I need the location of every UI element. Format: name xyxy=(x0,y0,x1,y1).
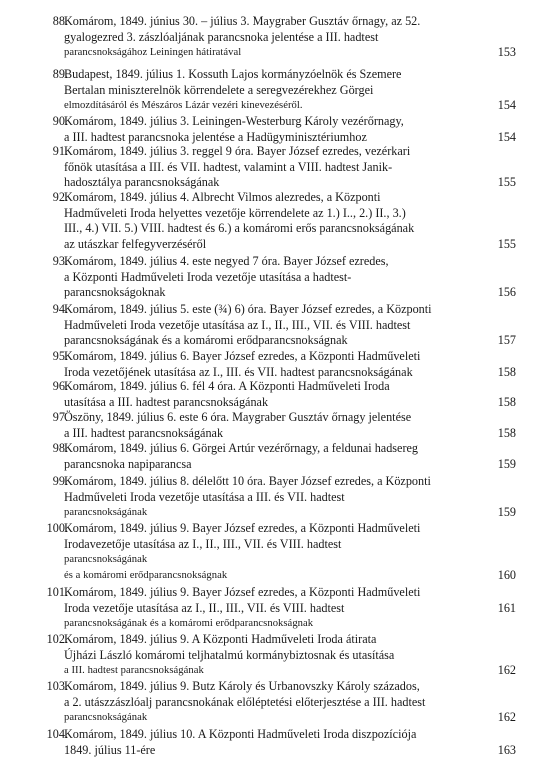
entry-number: 101. xyxy=(46,585,68,599)
entry-title-line: Komárom, 1849. július 9. A Központi Hadműveleti Iroda átirata xyxy=(64,632,377,646)
entry-title-line: Öszöny, 1849. július 6. este 6 óra. Maygraber Gusztáv őrnagy jelentése xyxy=(64,410,412,424)
entry-title-line: gyalogezred 3. zászlóaljának parancsnoka jelentése a III. hadtest xyxy=(64,29,379,44)
entry-number: 88. xyxy=(52,14,68,28)
entry-number: 90. xyxy=(52,114,68,128)
entry-page-number: 158 xyxy=(497,364,516,379)
entry-title-line: Bertalan miniszterelnök körrendelete a seregvezérekhez Görgei xyxy=(64,82,374,97)
entry-title xyxy=(64,144,494,191)
entry-title-line: a III. hadtest parancsnoka jelentése a Hadügyminisztériumhoz xyxy=(64,129,367,144)
entry-title-line: Komárom, 1849. július 6. fél 4 óra. A Központi Hadműveleti Iroda xyxy=(64,379,390,393)
entry-title xyxy=(64,190,494,252)
entry-page-number: 154 xyxy=(497,129,516,144)
entry-number: 93. xyxy=(52,254,68,268)
entry-page-number: 157 xyxy=(497,333,516,348)
entry-title-line: parancsnokságának és a komáromi erődparancsnokságnak xyxy=(64,333,348,348)
entry-title-line: Komárom, 1849. július 8. délelőtt 10 óra. Bayer József ezredes, a Központi xyxy=(64,474,431,488)
entry-title-line: III., 4.) VII. 5.) VIII. hadtest és 6.) a komáromi erős parancsnokságának xyxy=(64,221,415,236)
entry-title xyxy=(64,302,494,349)
entry-number: 95. xyxy=(52,349,68,363)
entry-number: 104. xyxy=(46,727,68,741)
entry-title-line: a 2. utászzászlóalj parancsnokának előléptetési előterjesztése a III. hadtest xyxy=(64,694,426,709)
entry-title-line: Komárom, 1849. július 3. Leiningen-Westerburg Károly vezérőrnagy, xyxy=(64,114,404,128)
entry-title-line: a III. hadtest parancsnokságának xyxy=(64,665,204,677)
entry-title-line: Komárom, 1849. július 9. Butz Károly és Urbanovszky Károly százados, xyxy=(64,679,420,693)
entry-page-number: 153 xyxy=(497,45,516,60)
entry-number: 92. xyxy=(52,190,68,204)
entry-title xyxy=(64,67,494,114)
entry-title xyxy=(64,632,494,679)
entry-title-line: a III. hadtest parancsnokságának xyxy=(64,425,224,440)
entry-title-line: parancsnokságának xyxy=(64,712,148,724)
entry-page-number: 155 xyxy=(497,175,516,190)
entry-title xyxy=(64,349,494,380)
entry-title-line: parancsnokságának xyxy=(64,554,148,566)
entry-page-number: 160 xyxy=(497,567,516,582)
entry-title-line: Komárom, 1849. július 5. este (¾) 6) óra. Bayer József ezredes, a Központi xyxy=(64,302,432,316)
entry-number: 98. xyxy=(52,441,68,455)
entry-title xyxy=(64,521,494,583)
entry-page-number: 161 xyxy=(497,600,516,615)
entry-number: 89. xyxy=(52,67,68,81)
entry-title-line: Irodavezetője utasítása az I., II., III., VII. és VIII. hadtest xyxy=(64,536,342,551)
entry-title-line: Komárom, 1849. július 6. Bayer József ezredes, a Központi Hadműveleti xyxy=(64,349,421,363)
entry-title xyxy=(64,727,494,758)
entry-title xyxy=(64,410,494,441)
entry-title-line: Komárom, 1849. június 30. – július 3. Maygraber Gusztáv őrnagy, az 52. xyxy=(64,14,421,28)
entry-title-line: Komárom, 1849. július 4. este negyed 7 óra. Bayer József ezredes, xyxy=(64,254,389,268)
entry-title-line: Komárom, 1849. július 10. A Központi Hadműveleti Iroda diszpozíciója xyxy=(64,727,417,741)
entry-title-line: parancsnokságoknak xyxy=(64,285,166,300)
entry-title xyxy=(64,254,494,301)
entry-title-line: Komárom, 1849. július 9. Bayer József ezredes, a Központi Hadműveleti xyxy=(64,521,421,535)
entry-title-line: 1849. július 11-ére xyxy=(64,742,156,757)
entry-title xyxy=(64,379,494,410)
entry-title-line: Komárom, 1849. július 6. Görgei Artúr vezérőrnagy, a feldunai hadsereg xyxy=(64,441,419,455)
entry-number: 94. xyxy=(52,302,68,316)
entry-title-line: elmozdításáról és Mészáros Lázár vezéri kinevezéséről. xyxy=(64,100,303,112)
entry-title-line: Iroda vezetője utasítása az I., II., III., VII. és VIII. hadtest xyxy=(64,600,345,615)
entry-number: 97. xyxy=(52,410,68,424)
entry-title-line: a Központi Hadműveleti Iroda vezetője utasítása a hadtest- xyxy=(64,269,352,284)
entry-number: 100. xyxy=(46,521,68,535)
entry-number: 103. xyxy=(46,679,68,693)
entry-title xyxy=(64,114,494,145)
entry-title-line: Újházi László komáromi teljhatalmú kormánybiztosnak és utasítása xyxy=(64,647,395,662)
entry-title-line: és a komáromi erődparancsnokságnak xyxy=(64,569,228,581)
entry-page-number: 162 xyxy=(497,710,516,725)
entry-number: 91. xyxy=(52,144,68,158)
entry-title-line: utasítása a III. hadtest parancsnokságának xyxy=(64,394,269,409)
entry-page-number: 159 xyxy=(497,505,516,520)
entry-title xyxy=(64,474,494,521)
entry-title-line: Budapest, 1849. július 1. Kossuth Lajos kormányzóelnök és Szemere xyxy=(64,67,402,81)
entry-title-line: parancsnokságának xyxy=(64,507,148,519)
entry-title xyxy=(64,441,494,472)
entry-title-line: parancsnokságának és a komáromi erődparancsnokságnak xyxy=(64,618,314,630)
entry-title xyxy=(64,14,494,61)
entry-title-line: Komárom, 1849. július 3. reggel 9 óra. Bayer József ezredes, vezérkari xyxy=(64,144,411,158)
entry-page-number: 163 xyxy=(497,742,516,757)
entry-title-line: parancsnokságához Leiningen hátiratával xyxy=(64,47,242,59)
entry-page-number: 158 xyxy=(497,394,516,409)
entry-title-line: Hadműveleti Iroda helyettes vezetője körrendelete az 1.) I.., 2.) II., 3.) xyxy=(64,205,406,220)
entry-title-line: parancsnoka napiparancsa xyxy=(64,456,192,471)
entry-page-number: 158 xyxy=(497,425,516,440)
entry-title-line: Iroda vezetőjének utasítása az I., III. és VII. hadtest parancsnokságának xyxy=(64,364,413,379)
entry-number: 99. xyxy=(52,474,68,488)
entry-title xyxy=(64,585,494,632)
entry-number: 102. xyxy=(46,632,68,646)
entry-title xyxy=(64,679,494,726)
entry-page-number: 155 xyxy=(497,236,516,251)
entry-page-number: 154 xyxy=(497,98,516,113)
entry-number: 96. xyxy=(52,379,68,393)
entry-page-number: 159 xyxy=(497,456,516,471)
entry-title-line: Komárom, 1849. július 9. Bayer József ezredes, a Központi Hadműveleti xyxy=(64,585,421,599)
entry-title-line: Hadműveleti Iroda vezetője utasítása a III. és VII. hadtest xyxy=(64,489,345,504)
entry-page-number: 162 xyxy=(497,663,516,678)
entry-title-line: hadosztálya parancsnokságának xyxy=(64,175,220,190)
entry-page-number: 156 xyxy=(497,285,516,300)
entry-title-line: Hadműveleti Iroda vezetője utasítása az I., II., III., VII. és VIII. hadtest xyxy=(64,317,411,332)
entry-title-line: Komárom, 1849. július 4. Albrecht Vilmos alezredes, a Központi xyxy=(64,190,381,204)
entry-title-line: főnök utasítása a III. és VII. hadtest, valamint a VIII. hadtest Janik- xyxy=(64,159,393,174)
entry-title-line: az utászkar felfegyverzéséről xyxy=(64,236,207,251)
